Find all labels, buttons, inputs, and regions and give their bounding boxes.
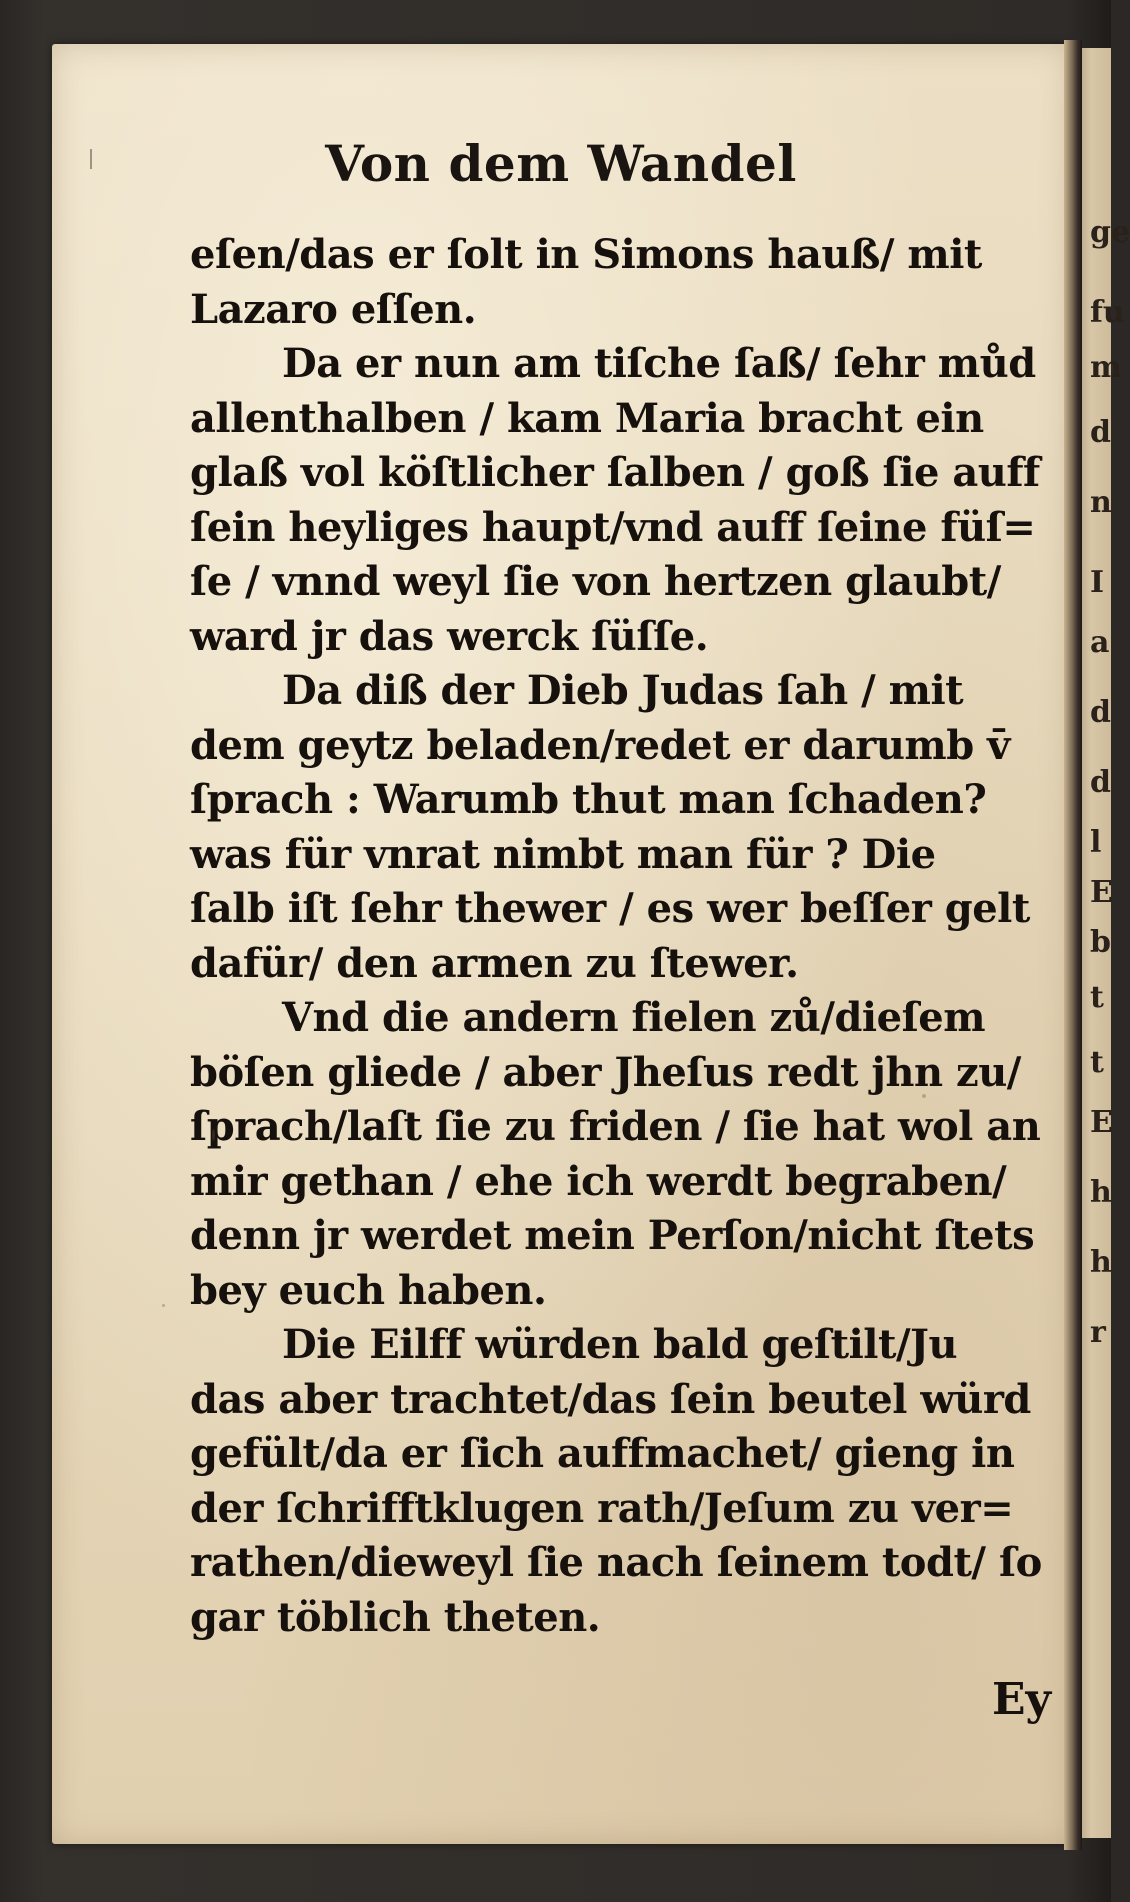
text-line: ſprach : Warumb thut man ſchaden?: [190, 776, 987, 823]
facing-page-glyph: d: [1090, 765, 1111, 800]
catchword: Ey: [992, 1674, 1052, 1725]
text-line: denn jr werdet mein Perſon/nicht ſtets: [190, 1212, 1035, 1259]
facing-page-glyph: l: [1090, 825, 1102, 860]
text-line: glaß vol köſtlicher ſalben / goß ſie auff: [190, 449, 1040, 496]
facing-page-glyph: fu: [1090, 295, 1125, 330]
text-line: allenthalben / kam Maria bracht ein: [190, 394, 984, 442]
facing-page-glyph: m: [1090, 350, 1122, 385]
facing-page-glyph: E: [1090, 1105, 1113, 1140]
text-line: gar töblich theten.: [190, 1593, 601, 1641]
facing-page-glyph: I: [1090, 565, 1105, 600]
facing-page-glyph: t: [1090, 980, 1104, 1015]
facing-page-glyph: E: [1090, 875, 1113, 910]
text-line: gefült/da er ſich auffmachet/ gieng in: [190, 1430, 1015, 1477]
book-gutter: [1064, 40, 1082, 1850]
facing-page-glyph: t: [1090, 1045, 1104, 1080]
facing-page-glyph: ge: [1090, 215, 1130, 250]
text-line: ſe / vnnd weyl ſie von hertzen glaubt/: [190, 558, 1001, 605]
text-line: ward jr das werck ſüſſe.: [190, 612, 709, 660]
running-head: Von dem Wandel: [325, 134, 797, 193]
paper-speck: [162, 1304, 165, 1307]
paper-speck: [922, 1094, 926, 1098]
text-line: das aber trachtet/das ſein beutel würd: [190, 1375, 1031, 1423]
facing-page-glyph: h: [1090, 1175, 1112, 1210]
text-line: Da er nun am tiſche ſaß/ ſehr můd: [282, 340, 1036, 387]
text-line: dafür/ den armen zu ſtewer.: [190, 939, 799, 987]
text-line: Da diß der Dieb Judas ſah / mit: [282, 667, 964, 714]
text-line: dem geytz beladen/redet er darumb v̄̄: [190, 721, 1010, 769]
facing-page-glyph: n: [1090, 485, 1112, 520]
text-line: Die Eilff würden bald geſtilt/Ju: [282, 1321, 958, 1368]
text-line: ſalb iſt ſehr thewer / es wer beſſer gelt: [190, 885, 1030, 932]
text-line: der ſchrifftklugen rath/Jeſum zu ver=: [190, 1484, 1014, 1532]
facing-page-glyph: d: [1090, 415, 1111, 450]
text-line: eſen/das er ſolt in Simons hauß/ mit: [190, 231, 982, 278]
facing-page-glyph: a: [1090, 625, 1110, 660]
text-line: böſen gliede / aber Jheſus redt jhn zu/: [190, 1048, 1021, 1096]
text-line: ſein heyliges haupt/vnd auff ſeine füſ=: [190, 503, 1036, 551]
body-text: [190, 228, 1042, 1645]
text-line: mir gethan / ehe ich werdt begraben/: [190, 1157, 1007, 1205]
text-line: was für vnrat nimbt man für ? Die: [190, 830, 936, 878]
facing-page-glyph: d: [1090, 695, 1111, 730]
facing-page-glyph: h: [1090, 1245, 1112, 1280]
paper-speck: [212, 1129, 215, 1141]
text-line: bey euch haben.: [190, 1266, 547, 1314]
text-line: Lazaro eſſen.: [190, 285, 477, 333]
text-line: rathen/dieweyl ſie nach ſeinem todt/ ſo: [190, 1539, 1042, 1586]
facing-page-glyph: r: [1090, 1315, 1106, 1350]
facing-page-glyph: b: [1090, 925, 1111, 960]
book-page: [52, 44, 1070, 1844]
text-line: ſprach/laſt ſie zu friden / ſie hat wol an: [190, 1103, 1041, 1150]
facing-page-edge: [1078, 48, 1130, 1838]
text-line: Vnd die andern fielen zů/dieſem: [282, 994, 986, 1041]
